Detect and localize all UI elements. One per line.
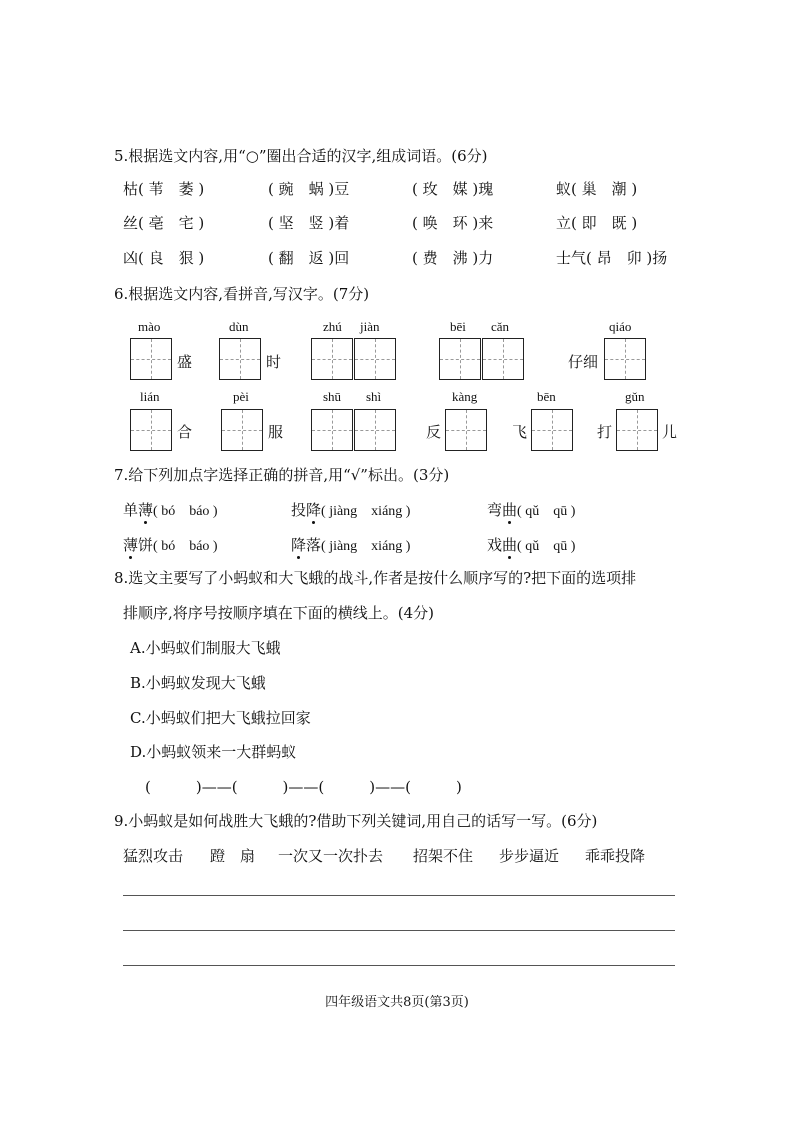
q8-option-b: B.小蚂蚁发现大飞蛾 (130, 674, 266, 692)
q5-item: 立( 即 既 ) (556, 214, 638, 232)
q5-item: ( 豌 蜗 )豆 (268, 180, 350, 198)
pinyin-label: shū (323, 389, 342, 404)
q5-item: 士气( 昂 卯 )扬 (556, 249, 668, 267)
writing-box[interactable] (354, 409, 396, 451)
q7-item: 投降( jiàng xiáng ) (291, 501, 411, 519)
q6-text: 儿 (662, 423, 678, 441)
writing-box[interactable] (130, 409, 172, 451)
q5-item: 丝( 亳 宅 ) (123, 214, 205, 232)
q5-item: ( 翻 返 )回 (268, 249, 350, 267)
q8-option-a: A.小蚂蚁们制服大飞蛾 (130, 639, 281, 657)
q7-item: 降落( jiàng xiáng ) (291, 536, 411, 554)
q5-item: ( 玫 媒 )瑰 (412, 180, 494, 198)
q6-text: 时 (266, 353, 282, 371)
writing-box[interactable] (221, 409, 263, 451)
q6-text: 盛 (177, 353, 193, 371)
q9-keyword: 蹬 扇 (210, 847, 256, 865)
writing-box[interactable] (439, 338, 481, 380)
page-footer: 四年级语文共8页(第3页) (325, 995, 469, 1010)
writing-box[interactable] (219, 338, 261, 380)
pinyin-label: gǔn (625, 389, 645, 404)
q5-item: 枯( 苇 萎 ) (123, 180, 205, 198)
pinyin-label: jiàn (360, 319, 380, 334)
pinyin-label: bēn (537, 389, 556, 404)
q7-item: 单薄( bó báo ) (123, 501, 218, 519)
q7-item: 弯曲( qǔ qū ) (487, 501, 576, 519)
writing-box[interactable] (445, 409, 487, 451)
q8-answer-line[interactable]: ( )——( )——( )——( ) (145, 778, 462, 796)
question-7-title: 7.给下列加点字选择正确的拼音,用“√”标出。(3分) (114, 466, 450, 484)
q5-item: ( 唤 环 )来 (412, 214, 494, 232)
answer-writing-line[interactable] (123, 895, 675, 896)
writing-box[interactable] (311, 338, 353, 380)
answer-writing-line[interactable] (123, 965, 675, 966)
q6-text: 合 (177, 423, 193, 441)
q6-text: 飞 (512, 423, 528, 441)
pinyin-label: cǎn (491, 319, 510, 334)
writing-box[interactable] (531, 409, 573, 451)
q6-text: 打 (597, 423, 613, 441)
q6-text: 仔细 (568, 353, 599, 371)
q6-text: 反 (426, 423, 442, 441)
writing-box[interactable] (354, 338, 396, 380)
q8-option-c: C.小蚂蚁们把大飞蛾拉回家 (130, 709, 311, 727)
pinyin-label: pèi (233, 389, 249, 404)
pinyin-label: dùn (229, 319, 249, 334)
question-8-title-cont: 排顺序,将序号按顺序填在下面的横线上。(4分) (123, 604, 435, 622)
pinyin-label: bēi (450, 319, 466, 334)
q9-keyword: 一次又一次扑去 (278, 847, 384, 865)
q9-keyword: 招架不住 (413, 847, 474, 865)
question-8-title: 8.选文主要写了小蚂蚁和大飞蛾的战斗,作者是按什么顺序写的?把下面的选项排 (114, 569, 637, 587)
writing-box[interactable] (604, 338, 646, 380)
pinyin-label: mào (138, 319, 161, 334)
question-6-title: 6.根据选文内容,看拼音,写汉字。(7分) (114, 285, 370, 303)
q5-item: ( 费 沸 )力 (412, 249, 494, 267)
q5-item: 蚁( 巢 潮 ) (556, 180, 638, 198)
q6-text: 服 (268, 423, 284, 441)
writing-box[interactable] (130, 338, 172, 380)
q5-item: ( 坚 竖 )着 (268, 214, 350, 232)
q5-item: 凶( 良 狠 ) (123, 249, 205, 267)
q9-keyword: 猛烈攻击 (123, 847, 184, 865)
q7-item: 戏曲( qǔ qū ) (487, 536, 576, 554)
pinyin-label: kàng (452, 389, 478, 404)
pinyin-label: qiáo (609, 319, 632, 334)
writing-box[interactable] (482, 338, 524, 380)
pinyin-label: zhú (323, 319, 342, 334)
pinyin-label: shì (366, 389, 382, 404)
q7-item: 薄饼( bó báo ) (123, 536, 218, 554)
q9-keyword: 步步逼近 (499, 847, 560, 865)
q8-option-d: D.小蚂蚁领来一大群蚂蚁 (130, 743, 297, 761)
question-5-title: 5.根据选文内容,用“○”圈出合适的汉字,组成词语。(6分) (114, 147, 488, 165)
q9-keyword: 乖乖投降 (585, 847, 646, 865)
writing-box[interactable] (616, 409, 658, 451)
writing-box[interactable] (311, 409, 353, 451)
pinyin-label: lián (140, 389, 160, 404)
question-9-title: 9.小蚂蚁是如何战胜大飞蛾的?借助下列关键词,用自己的话写一写。(6分) (114, 812, 598, 830)
answer-writing-line[interactable] (123, 930, 675, 931)
